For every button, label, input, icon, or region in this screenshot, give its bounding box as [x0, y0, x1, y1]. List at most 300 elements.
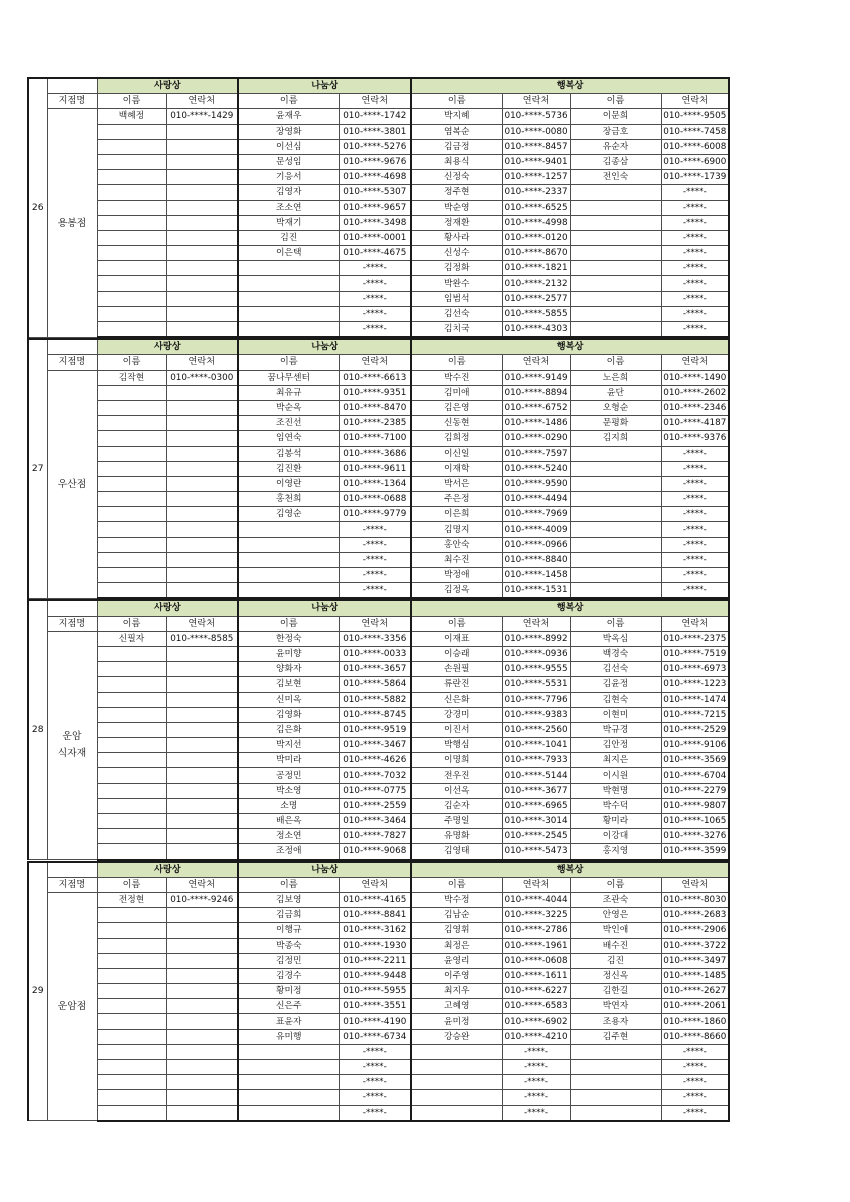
- table-row: [28, 446, 729, 461]
- share-name: 공정민: [238, 768, 339, 783]
- happy1-contact: 010-****-8670: [502, 246, 570, 261]
- share-name: 조진선: [238, 416, 339, 431]
- table-row: [28, 707, 729, 722]
- share-contact: -****-: [339, 291, 411, 306]
- contact-column-header: 연락처: [661, 877, 729, 892]
- contact-column-header: 연락처: [661, 355, 729, 370]
- happy2-contact: 010-****-6008: [661, 139, 729, 154]
- award-share: 나눔상: [238, 862, 411, 878]
- branch-block-table: [27, 861, 730, 1122]
- happy2-name: 문평화: [570, 416, 661, 431]
- share-name: 배은옥: [238, 814, 339, 829]
- love-name: [97, 753, 166, 768]
- happy1-name: [411, 1090, 502, 1105]
- love-contact: [166, 1044, 238, 1059]
- happy1-contact: 010-****-4494: [502, 492, 570, 507]
- happy2-name: 박현명: [570, 783, 661, 798]
- share-contact: -****-: [339, 306, 411, 321]
- happy1-contact: 010-****-1257: [502, 170, 570, 185]
- table-row: [28, 492, 729, 507]
- share-name: [238, 322, 339, 338]
- happy1-contact: 010-****-0120: [502, 230, 570, 245]
- love-name: [97, 1044, 166, 1059]
- happy2-name: [570, 185, 661, 200]
- happy2-name: [570, 1090, 661, 1105]
- share-contact: 010-****-9351: [339, 385, 411, 400]
- share-name: 소명: [238, 798, 339, 813]
- column-header-row: [28, 355, 729, 370]
- share-name: [238, 291, 339, 306]
- happy1-contact: 010-****-2132: [502, 276, 570, 291]
- happy2-name: [570, 1075, 661, 1090]
- table-row: [28, 276, 729, 291]
- love-name: [97, 537, 166, 552]
- happy2-name: 김윤정: [570, 677, 661, 692]
- name-column-header: 이름: [238, 877, 339, 892]
- love-contact: [166, 185, 238, 200]
- happy2-contact: -****-: [661, 537, 729, 552]
- contact-column-header: 연락처: [502, 355, 570, 370]
- love-contact: [166, 844, 238, 860]
- name-column-header: 이름: [570, 355, 661, 370]
- header-blank: [47, 862, 97, 878]
- happy2-contact: 010-****-8030: [661, 892, 729, 907]
- share-name: [238, 1105, 339, 1121]
- share-contact: -****-: [339, 276, 411, 291]
- happy2-contact: -****-: [661, 1075, 729, 1090]
- happy2-name: 박규경: [570, 722, 661, 737]
- happy2-contact: 010-****-8660: [661, 1029, 729, 1044]
- love-name: [97, 322, 166, 338]
- share-contact: 010-****-4626: [339, 753, 411, 768]
- share-contact: 010-****-0688: [339, 492, 411, 507]
- happy1-contact: 010-****-0290: [502, 431, 570, 446]
- love-contact: [166, 1014, 238, 1029]
- share-contact: 010-****-0033: [339, 646, 411, 661]
- love-name: [97, 446, 166, 461]
- share-contact: 010-****-6734: [339, 1029, 411, 1044]
- contact-column-header: 연락처: [661, 94, 729, 109]
- table-row: [28, 200, 729, 215]
- share-contact: 010-****-7827: [339, 829, 411, 844]
- table-row: [28, 722, 729, 737]
- share-contact: 010-****-7100: [339, 431, 411, 446]
- happy1-name: 이은희: [411, 507, 502, 522]
- column-header-row: [28, 877, 729, 892]
- table-row: [28, 1044, 729, 1059]
- love-name: [97, 291, 166, 306]
- happy1-contact: 010-****-5240: [502, 461, 570, 476]
- love-name: 전정현: [97, 892, 166, 907]
- happy1-contact: -****-: [502, 1060, 570, 1075]
- happy1-name: 강경미: [411, 707, 502, 722]
- love-name: [97, 677, 166, 692]
- love-contact: [166, 798, 238, 813]
- love-contact: [166, 662, 238, 677]
- happy1-contact: 010-****-4210: [502, 1029, 570, 1044]
- love-name: [97, 492, 166, 507]
- header-blank: [47, 78, 97, 94]
- share-contact: 010-****-9779: [339, 507, 411, 522]
- award-happy: 행복상: [411, 339, 729, 355]
- branch-column-header: 지점명: [47, 877, 97, 892]
- love-name: [97, 139, 166, 154]
- happy1-contact: 010-****-8992: [502, 631, 570, 646]
- happy1-contact: 010-****-0936: [502, 646, 570, 661]
- share-name: 김진환: [238, 461, 339, 476]
- happy1-contact: 010-****-9149: [502, 370, 570, 385]
- love-name: [97, 798, 166, 813]
- love-contact: [166, 738, 238, 753]
- share-name: 한정숙: [238, 631, 339, 646]
- happy2-contact: 010-****-7458: [661, 124, 729, 139]
- love-name: [97, 385, 166, 400]
- happy1-name: 최용식: [411, 154, 502, 169]
- table-row: [28, 938, 729, 953]
- branch-name: 운암점: [47, 892, 97, 1120]
- happy1-name: 박수정: [411, 892, 502, 907]
- happy2-name: 노은희: [570, 370, 661, 385]
- branch-column-header: 지점명: [47, 94, 97, 109]
- happy1-name: 이주영: [411, 968, 502, 983]
- love-contact: [166, 1090, 238, 1105]
- happy1-name: 박수진: [411, 370, 502, 385]
- happy1-name: 홍안숙: [411, 537, 502, 552]
- happy1-name: 신성수: [411, 246, 502, 261]
- share-contact: 010-****-4675: [339, 246, 411, 261]
- name-column-header: 이름: [570, 94, 661, 109]
- happy2-contact: -****-: [661, 306, 729, 321]
- love-contact: [166, 492, 238, 507]
- happy1-contact: 010-****-9590: [502, 476, 570, 491]
- happy1-contact: 010-****-6227: [502, 984, 570, 999]
- happy2-contact: 010-****-2279: [661, 783, 729, 798]
- happy2-contact: 010-****-6900: [661, 154, 729, 169]
- table-row: [28, 139, 729, 154]
- table-row: [28, 246, 729, 261]
- share-name: 표윤자: [238, 1014, 339, 1029]
- love-contact: [166, 814, 238, 829]
- happy2-contact: -****-: [661, 1060, 729, 1075]
- happy1-name: [411, 1060, 502, 1075]
- name-column-header: 이름: [411, 877, 502, 892]
- happy2-name: [570, 215, 661, 230]
- table-row: [28, 416, 729, 431]
- love-contact: [166, 124, 238, 139]
- name-column-header: 이름: [97, 94, 166, 109]
- happy1-contact: 010-****-4009: [502, 522, 570, 537]
- happy1-contact: 010-****-6965: [502, 798, 570, 813]
- share-name: [238, 568, 339, 583]
- share-contact: 010-****-3464: [339, 814, 411, 829]
- happy1-name: 김명지: [411, 522, 502, 537]
- share-contact: 010-****-5882: [339, 692, 411, 707]
- table-row: [28, 170, 729, 185]
- table-row: [28, 908, 729, 923]
- table-row: [28, 753, 729, 768]
- contact-column-header: 연락처: [339, 94, 411, 109]
- share-contact: 010-****-6613: [339, 370, 411, 385]
- share-contact: 010-****-9448: [339, 968, 411, 983]
- love-contact: [166, 1029, 238, 1044]
- happy2-name: [570, 200, 661, 215]
- happy2-contact: -****-: [661, 1090, 729, 1105]
- share-name: [238, 522, 339, 537]
- happy2-contact: 010-****-2375: [661, 631, 729, 646]
- contact-column-header: 연락처: [166, 877, 238, 892]
- love-name: [97, 829, 166, 844]
- happy1-contact: 010-****-8840: [502, 552, 570, 567]
- table-row: [28, 215, 729, 230]
- share-contact: 010-****-1930: [339, 938, 411, 953]
- happy2-contact: -****-: [661, 230, 729, 245]
- happy2-name: 전인숙: [570, 170, 661, 185]
- table-row: [28, 968, 729, 983]
- happy1-name: [411, 1044, 502, 1059]
- share-contact: 010-****-5276: [339, 139, 411, 154]
- happy2-contact: 010-****-1739: [661, 170, 729, 185]
- love-contact: [166, 552, 238, 567]
- love-contact: 010-****-8585: [166, 631, 238, 646]
- table-row: [28, 1060, 729, 1075]
- name-column-header: 이름: [570, 877, 661, 892]
- table-row: [28, 568, 729, 583]
- happy2-name: 김진: [570, 953, 661, 968]
- share-name: 김은화: [238, 722, 339, 737]
- love-name: [97, 814, 166, 829]
- share-name: 김보현: [238, 677, 339, 692]
- happy1-name: 고혜영: [411, 999, 502, 1014]
- happy2-contact: 010-****-3276: [661, 829, 729, 844]
- happy2-contact: 010-****-1485: [661, 968, 729, 983]
- love-contact: [166, 215, 238, 230]
- happy1-name: 전우진: [411, 768, 502, 783]
- share-name: 김진: [238, 230, 339, 245]
- happy1-contact: -****-: [502, 1044, 570, 1059]
- table-row: [28, 291, 729, 306]
- award-contact-sheet: [27, 77, 728, 1122]
- happy2-contact: 010-****-1490: [661, 370, 729, 385]
- table-row: [28, 1105, 729, 1121]
- happy2-contact: 010-****-2602: [661, 385, 729, 400]
- share-contact: 010-****-9519: [339, 722, 411, 737]
- love-name: [97, 476, 166, 491]
- happy2-contact: -****-: [661, 492, 729, 507]
- love-contact: [166, 200, 238, 215]
- happy2-name: [570, 446, 661, 461]
- happy2-name: [570, 276, 661, 291]
- happy2-name: 김안정: [570, 738, 661, 753]
- love-contact: [166, 154, 238, 169]
- share-contact: 010-****-8470: [339, 400, 411, 415]
- happy1-contact: -****-: [502, 1105, 570, 1121]
- award-share: 나눔상: [238, 78, 411, 94]
- love-contact: [166, 306, 238, 321]
- share-contact: -****-: [339, 1075, 411, 1090]
- happy1-name: 김미애: [411, 385, 502, 400]
- share-name: [238, 537, 339, 552]
- love-contact: [166, 1060, 238, 1075]
- table-row: [28, 124, 729, 139]
- share-name: [238, 276, 339, 291]
- happy2-contact: 010-****-2683: [661, 908, 729, 923]
- block-number: 26: [28, 78, 47, 337]
- happy1-name: 황사라: [411, 230, 502, 245]
- love-contact: [166, 999, 238, 1014]
- love-name: 김작현: [97, 370, 166, 385]
- column-header-row: [28, 94, 729, 109]
- happy2-name: [570, 306, 661, 321]
- share-contact: 010-****-0775: [339, 783, 411, 798]
- happy1-name: 김은영: [411, 400, 502, 415]
- love-name: [97, 1090, 166, 1105]
- table-row: [28, 230, 729, 245]
- happy2-name: [570, 261, 661, 276]
- share-name: 박재기: [238, 215, 339, 230]
- happy1-contact: 010-****-2577: [502, 291, 570, 306]
- love-contact: [166, 677, 238, 692]
- name-column-header: 이름: [238, 355, 339, 370]
- happy2-name: [570, 1060, 661, 1075]
- happy1-name: 정주현: [411, 185, 502, 200]
- happy1-name: [411, 1075, 502, 1090]
- love-contact: [166, 1075, 238, 1090]
- share-name: 박미라: [238, 753, 339, 768]
- contact-column-header: 연락처: [339, 877, 411, 892]
- happy2-contact: 010-****-7215: [661, 707, 729, 722]
- love-name: [97, 1060, 166, 1075]
- share-contact: 010-****-8841: [339, 908, 411, 923]
- share-name: 홍천희: [238, 492, 339, 507]
- share-contact: 010-****-3356: [339, 631, 411, 646]
- share-name: 박소영: [238, 783, 339, 798]
- love-contact: [166, 768, 238, 783]
- table-row: [28, 476, 729, 491]
- award-love: 사랑상: [97, 600, 238, 616]
- table-row: [28, 692, 729, 707]
- happy1-name: 이신일: [411, 446, 502, 461]
- happy1-contact: 010-****-0608: [502, 953, 570, 968]
- share-contact: -****-: [339, 583, 411, 599]
- happy1-contact: 010-****-9401: [502, 154, 570, 169]
- happy2-name: 김지희: [570, 431, 661, 446]
- share-name: 최유규: [238, 385, 339, 400]
- love-contact: [166, 953, 238, 968]
- share-contact: 010-****-3801: [339, 124, 411, 139]
- happy1-name: 김치국: [411, 322, 502, 338]
- share-name: 정소연: [238, 829, 339, 844]
- share-name: 김영화: [238, 707, 339, 722]
- share-name: 꿈나무센터: [238, 370, 339, 385]
- happy2-contact: 010-****-7519: [661, 646, 729, 661]
- love-contact: [166, 507, 238, 522]
- happy1-contact: 010-****-5855: [502, 306, 570, 321]
- share-contact: 010-****-1742: [339, 109, 411, 124]
- contact-column-header: 연락처: [166, 355, 238, 370]
- share-contact: 010-****-3551: [339, 999, 411, 1014]
- happy1-name: 최지우: [411, 984, 502, 999]
- happy2-contact: 010-****-1065: [661, 814, 729, 829]
- happy1-contact: 010-****-4998: [502, 215, 570, 230]
- share-contact: 010-****-7032: [339, 768, 411, 783]
- table-row: [28, 552, 729, 567]
- share-name: 윤미향: [238, 646, 339, 661]
- name-column-header: 이름: [570, 616, 661, 631]
- table-row: [28, 768, 729, 783]
- love-name: [97, 185, 166, 200]
- table-row: [28, 431, 729, 446]
- award-header-row: [28, 862, 729, 878]
- share-name: 황미정: [238, 984, 339, 999]
- happy1-name: 박정애: [411, 568, 502, 583]
- branch-name: 운암 식자재: [47, 631, 97, 859]
- happy1-contact: 010-****-2337: [502, 185, 570, 200]
- happy2-name: 장금호: [570, 124, 661, 139]
- love-name: [97, 707, 166, 722]
- happy1-name: 류란진: [411, 677, 502, 692]
- love-contact: [166, 431, 238, 446]
- happy1-contact: 010-****-1611: [502, 968, 570, 983]
- share-name: [238, 1044, 339, 1059]
- love-contact: [166, 261, 238, 276]
- love-contact: [166, 923, 238, 938]
- happy1-contact: 010-****-7597: [502, 446, 570, 461]
- happy1-contact: 010-****-2545: [502, 829, 570, 844]
- love-contact: [166, 829, 238, 844]
- name-column-header: 이름: [411, 355, 502, 370]
- happy2-name: 안영은: [570, 908, 661, 923]
- happy2-name: 이현미: [570, 707, 661, 722]
- happy2-contact: 010-****-1223: [661, 677, 729, 692]
- happy2-contact: 010-****-2529: [661, 722, 729, 737]
- love-name: 백혜정: [97, 109, 166, 124]
- happy1-contact: 010-****-9383: [502, 707, 570, 722]
- table-row: [28, 892, 729, 907]
- happy2-name: 박연자: [570, 999, 661, 1014]
- love-name: [97, 552, 166, 567]
- share-name: 김경수: [238, 968, 339, 983]
- happy1-name: 임범석: [411, 291, 502, 306]
- happy2-name: 박수덕: [570, 798, 661, 813]
- love-name: [97, 522, 166, 537]
- happy1-name: 손원필: [411, 662, 502, 677]
- happy2-contact: -****-: [661, 583, 729, 599]
- share-contact: 010-****-2559: [339, 798, 411, 813]
- love-contact: [166, 707, 238, 722]
- love-contact: [166, 753, 238, 768]
- share-name: 김정민: [238, 953, 339, 968]
- love-name: [97, 923, 166, 938]
- happy1-contact: 010-****-1041: [502, 738, 570, 753]
- happy2-name: [570, 291, 661, 306]
- branch-column-header: 지점명: [47, 355, 97, 370]
- happy1-name: 김정화: [411, 261, 502, 276]
- happy1-contact: -****-: [502, 1090, 570, 1105]
- table-row: [28, 923, 729, 938]
- happy2-name: [570, 507, 661, 522]
- happy2-contact: 010-****-2346: [661, 400, 729, 415]
- award-happy: 행복상: [411, 78, 729, 94]
- branch-column-header: 지점명: [47, 616, 97, 631]
- share-name: 김금희: [238, 908, 339, 923]
- table-row: [28, 322, 729, 338]
- love-contact: [166, 461, 238, 476]
- happy2-name: [570, 552, 661, 567]
- share-contact: 010-****-3498: [339, 215, 411, 230]
- happy1-name: 박지혜: [411, 109, 502, 124]
- happy2-name: 황미라: [570, 814, 661, 829]
- share-name: 임연숙: [238, 431, 339, 446]
